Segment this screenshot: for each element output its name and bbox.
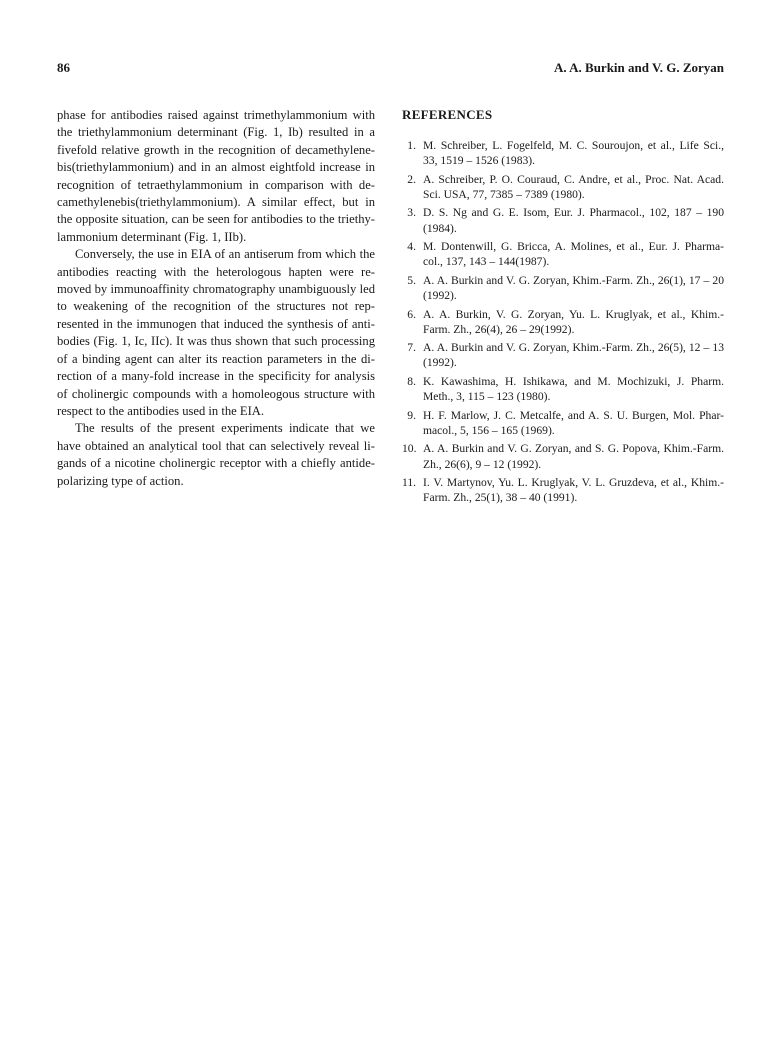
reference-number: 2. — [407, 172, 416, 186]
reference-item — [402, 374, 724, 404]
page-number: 86 — [57, 60, 70, 75]
reference-number: 4. — [407, 240, 416, 254]
reference-number: 7. — [407, 341, 416, 355]
references-column — [402, 107, 724, 509]
reference-number: 9. — [407, 408, 416, 422]
reference-item — [402, 172, 724, 202]
reference-item — [402, 239, 724, 269]
body-text-column — [57, 107, 375, 490]
reference-number: 5. — [407, 273, 416, 287]
body-paragraph: Conversely, the use in EIA of an antiserum from which the antibodies reacting with the heterologous hapten were re-moved by immunoaffinity chromatography unambiguously led to weakening of the recognition of the structures not rep-resented in the immunogen that induced the synthesis of anti-bodies (Fig. 1, Ic, IIc). It was thus shown that such processing of a binding agent can alter its reaction parameters in the di-rection of a many-fold increase in the specificity for analysis of cholinergic compounds with a homoleogous structure with respect to the antibodies used in the EIA. — [57, 247, 375, 418]
body-paragraph: phase for antibodies raised against trimethylammonium with the triethylammonium determinant (Fig. 1, Ib) resulted in a fivefold relative growth in the recognition of decamethylene-bis(triethylammonium) and in an almost eightfold increase in recognition of tetraethylammonium in comparison with de-camethylenebis(triethylammonium). A similar effect, but in the opposite situation, can be seen for antibodies to the triethy-lammonium determinant (Fig. 1, IIb). — [57, 108, 375, 244]
reference-text: K. Kawashima, H. Ishikawa, and M. Mochizuki, J. Pharm. Meth., 3, 115 – 123 (1980). — [423, 374, 724, 404]
reference-number: 8. — [407, 374, 416, 388]
reference-text: A. A. Burkin and V. G. Zoryan, Khim.-Farm. Zh., 26(1), 17 – 20 (1992). — [423, 273, 724, 303]
reference-item — [402, 340, 724, 370]
reference-text: M. Dontenwill, G. Bricca, A. Molines, et al., Eur. J. Pharma-col., 137, 143 – 144(1987). — [423, 240, 724, 269]
reference-item — [402, 441, 724, 471]
reference-text: M. Schreiber, L. Fogelfeld, M. C. Souroujon, et al., Life Sci., 33, 1519 – 1526 (1983). — [423, 139, 724, 168]
reference-number: 3. — [407, 206, 416, 220]
body-paragraph: The results of the present experiments indicate that we have obtained an analytical tool that can selectively reveal li-gands of a nicotine cholinergic receptor with a chiefly antide-polarizing type of action. — [57, 421, 375, 488]
reference-text: D. S. Ng and G. E. Isom, Eur. J. Pharmacol., 102, 187 – 190 (1984). — [423, 206, 724, 235]
reference-list — [402, 138, 724, 505]
reference-text: H. F. Marlow, J. C. Metcalfe, and A. S. U. Burgen, Mol. Phar-macol., 5, 156 – 165 (1969). — [423, 408, 724, 437]
reference-text: A. A. Burkin and V. G. Zoryan, Khim.-Farm. Zh., 26(5), 12 – 13 (1992). — [423, 341, 724, 370]
reference-number: 1. — [407, 139, 416, 152]
reference-item — [402, 205, 724, 235]
references-heading: REFERENCES — [402, 107, 493, 122]
reference-number: 11. — [402, 476, 417, 490]
reference-item — [402, 307, 724, 337]
reference-text: A. Schreiber, P. O. Couraud, C. Andre, et al., Proc. Nat. Acad. Sci. USA, 77, 7385 – 7389 (1980). — [423, 172, 724, 201]
reference-item — [402, 408, 724, 438]
reference-item — [402, 475, 724, 505]
reference-text: I. V. Martynov, Yu. L. Kruglyak, V. L. Gruzdeva, et al., Khim.-Farm. Zh., 25(1), 38 – 40 (1991). — [423, 476, 724, 505]
reference-number: 10. — [402, 442, 417, 456]
running-head-authors: A. A. Burkin and V. G. Zoryan — [553, 60, 724, 75]
reference-item — [402, 138, 724, 168]
reference-number: 6. — [407, 307, 416, 321]
reference-text: A. A. Burkin, V. G. Zoryan, Yu. L. Kruglyak, et al., Khim.-Farm. Zh., 26(4), 26 – 29(1992). — [423, 307, 724, 336]
reference-item — [402, 273, 724, 303]
reference-text: A. A. Burkin and V. G. Zoryan, and S. G. Popova, Khim.-Farm. Zh., 26(6), 9 – 12 (1992). — [423, 442, 724, 471]
